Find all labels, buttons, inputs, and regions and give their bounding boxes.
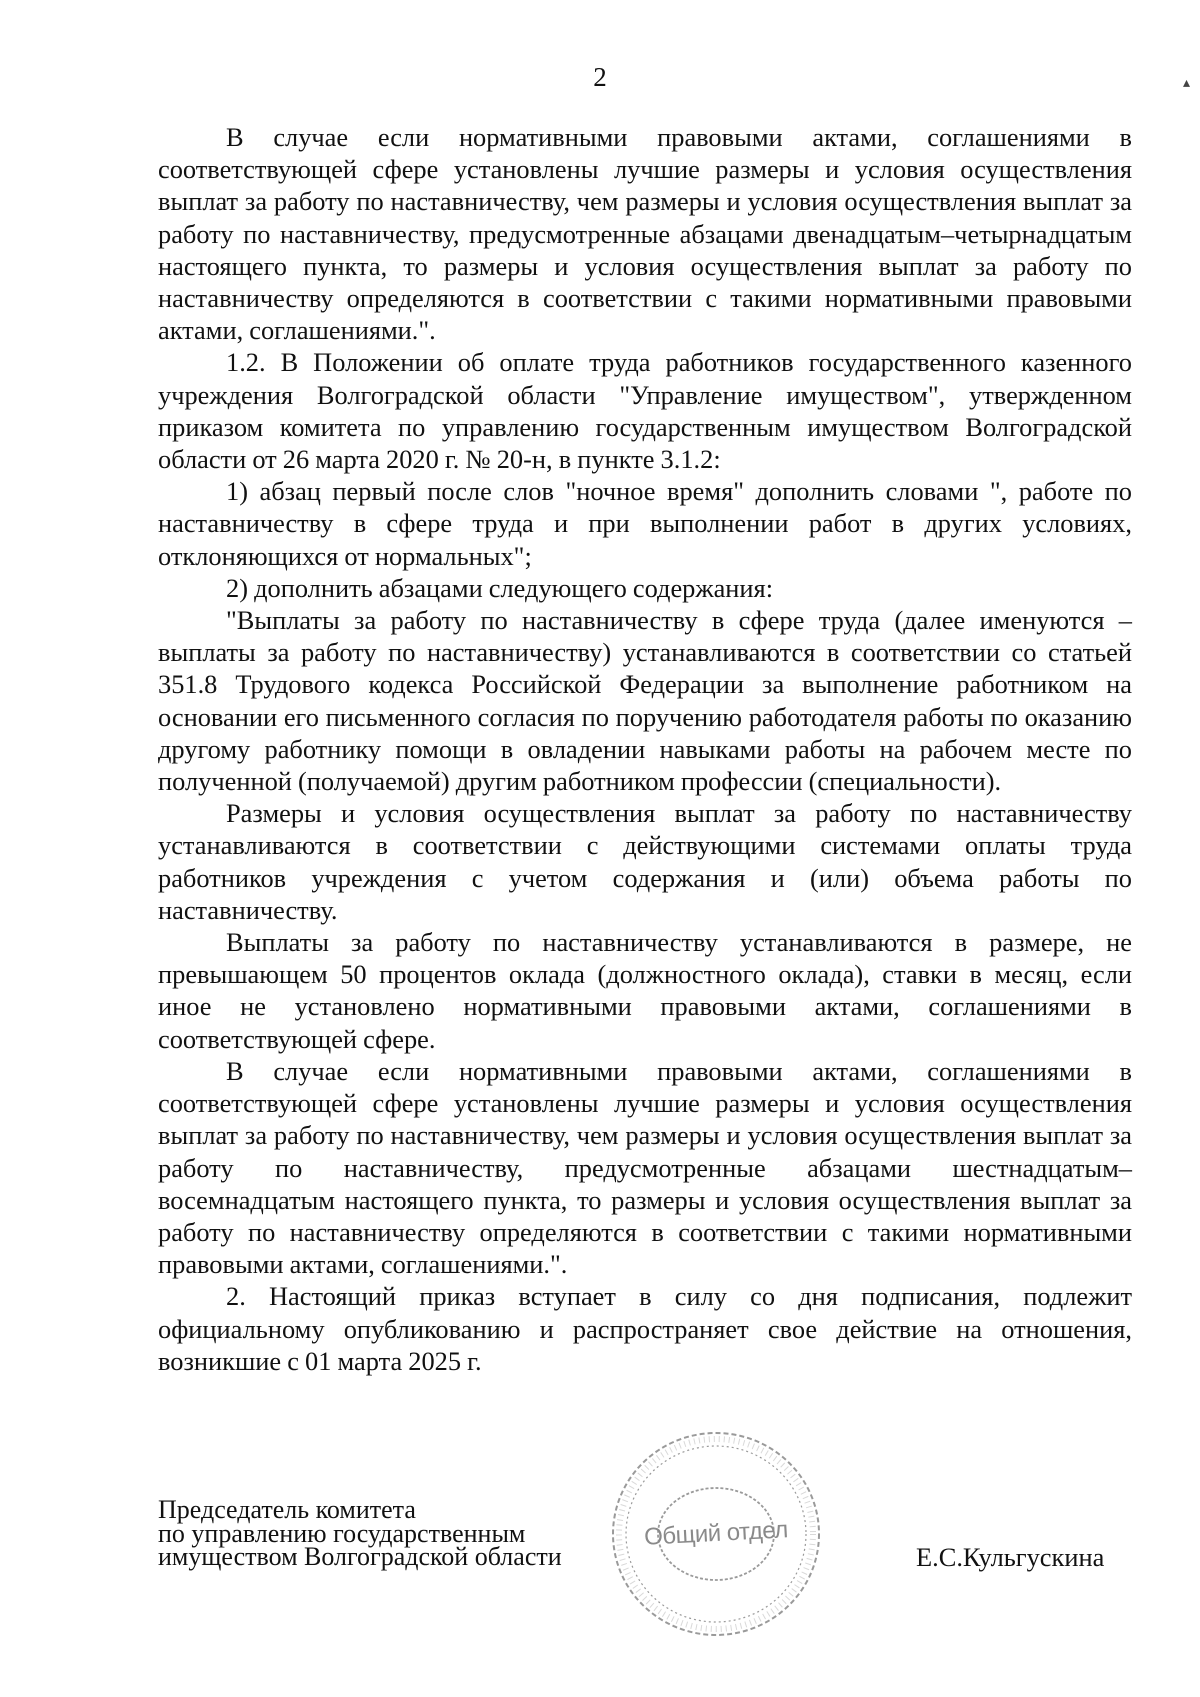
paragraph-6: Размеры и условия осуществления выплат за работу по наставничеству устанавливаются в соответствии с действующими системами оплаты труда работников учреждения с учетом содержания и (или) объема работы по наставничеству. <box>158 798 1132 925</box>
stamp-label: Общий отдел <box>643 1516 789 1551</box>
signer-title-line-2: по управлению государственным <box>158 1518 526 1548</box>
paragraph-8: В случае если нормативными правовыми актами, соглашениями в соответствующей сфере установлены лучшие размеры и условия осуществления выплат за работу по наставничеству, чем размеры и условия осуществления выплат за работу по наставничеству, предусмотренные абзацами шестнадцатым–восемнадцатым настоящего пункта, то размеры и условия осуществления выплат за работу по наставничеству определяются в соответствии с такими нормативными правовыми актами, соглашениями.". <box>158 1055 1132 1280</box>
margin-mark: ▴ <box>1183 74 1191 90</box>
signature-block <box>158 1495 562 1571</box>
paragraph-9: 2. Настоящий приказ вступает в силу со дня подписания, подлежит официальному опубликованию и распространяет свое действие на отношения, возникшие с 01 марта 2025 г. <box>158 1281 1132 1376</box>
department-stamp <box>606 1424 826 1644</box>
signer-name: Е.С.Кульгускина <box>916 1542 1105 1572</box>
signer-title-line-1: Председатель комитета <box>158 1495 416 1524</box>
document-body <box>158 121 1132 1377</box>
paragraph-4: 2) дополнить абзацами следующего содержания: <box>226 572 774 603</box>
paragraph-5: "Выплаты за работу по наставничеству в сфере труда (далее именуются – выплаты за работу по наставничеству) устанавливаются в соответствии со статьей 351.8 Трудового кодекса Российской Федерации за выполнение работником на основании его письменного согласия по поручению работодателя работы по оказанию другому работнику помощи в овладении навыками работы на рабочем месте по полученной (получаемой) другим работником профессии (специальности). <box>158 605 1132 797</box>
signer-title-line-3: имуществом Волгоградской области <box>158 1542 562 1571</box>
paragraph-3: 1) абзац первый после слов "ночное время" дополнить словами ", работе по наставничеству в сфере труда и при выполнении работ в других условиях, отклоняющихся от нормальных"; <box>158 476 1132 571</box>
page-number: 2 <box>593 62 607 92</box>
paragraph-7: Выплаты за работу по наставничеству устанавливаются в размере, не превышающем 50 процентов оклада (должностного оклада), ставки в месяц, если иное не установлено нормативными правовыми актами, соглашениями в соответствующей сфере. <box>158 927 1132 1054</box>
paragraph-2: 1.2. В Положении об оплате труда работников государственного казенного учреждения Волгоградской области "Управление имуществом", утвержденном приказом комитета по управлению государственным имуществом Волгоградской области от 26 марта 2020 г. № 20-н, в пункте 3.1.2: <box>158 347 1132 475</box>
paragraph-1: В случае если нормативными правовыми актами, соглашениями в соответствующей сфере установлены лучшие размеры и условия осуществления выплат за работу по наставничеству, чем размеры и условия осуществления выплат за работу по наставничеству, предусмотренные абзацами двенадцатым–четырнадцатым настоящего пункта, то размеры и условия осуществления выплат за работу по наставничеству определяются в соответствии с такими нормативными правовыми актами, соглашениями.". <box>158 122 1132 346</box>
